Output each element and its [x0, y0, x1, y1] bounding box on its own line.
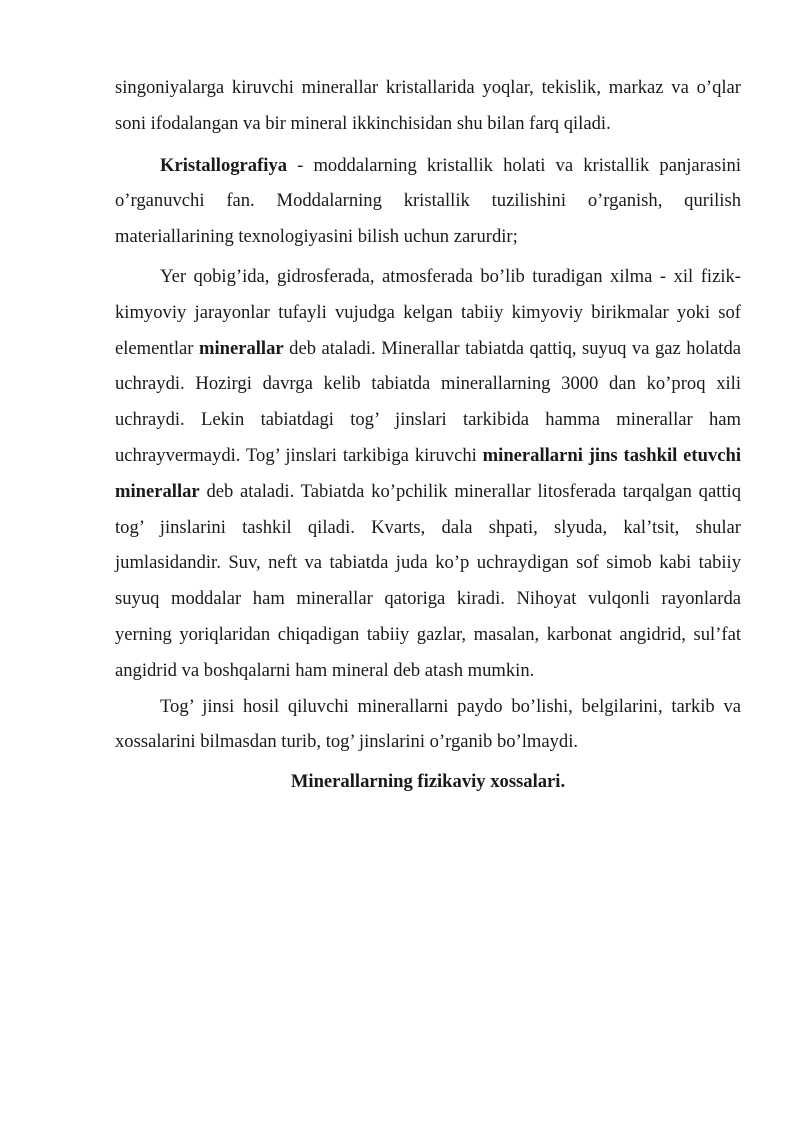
- term-minerallar: minerallar: [198, 337, 284, 359]
- paragraph-minerallar: [115, 259, 741, 689]
- paragraph-text: singoniyalarga kiruvchi minerallar kristallarida yoqlar, tekislik, markaz va o’qlar soni ifodalangan va bir mineral ikkinchisidan shu bilan farq qiladi.: [115, 77, 741, 134]
- section-heading: Minerallarning fizikaviy xossalari.: [290, 771, 566, 793]
- paragraph-tog-jinsi: [115, 689, 741, 761]
- paragraph-text-part3: deb ataladi. Tabiatda ko’pchilik minerallar litosferada tarqalgan qattiq tog’ jinslarini tashkil qiladi. Kvarts, dala shpati, slyuda, kal’tsit, shular jumlasidandir. Suv, neft va tabiatda juda ko’p uchraydigan sof simob kabi tabiiy suyuq moddalar ham minerallar qatoriga kiradi. Nihoyat vulqonli rayonlarda yerning yoriqlaridan chiqadigan tabiiy gazlar, masalan, karbonat angidrid, sul’fat angidrid va boshqalarni ham mineral deb atash mumkin.: [115, 480, 741, 681]
- paragraph-text: Tog’ jinsi hosil qiluvchi minerallarni paydo bo’lishi, belgilarini, tarkib va xossalarini bilmasdan turib, tog’ jinslarini o’rganib bo’lmaydi.: [115, 695, 741, 753]
- paragraph-kristallografiya: [115, 148, 741, 255]
- document-page: [115, 70, 741, 800]
- paragraph-text-part2: deb ataladi. Minerallar tabiatda qattiq, suyuq va gaz holatda uchraydi. Hozirgi davrga kelib tabiatda minerallarning 3000 dan ko’proq xili uchraydi. Lekin tabiatdagi tog’ jinslari tarkibida hamma minerallar ham uchrayvermaydi. Tog’ jinslari tarkibiga kiruvchi: [115, 337, 742, 466]
- paragraph-text: - moddalarning kristallik holati va kristallik panjarasini o’rganuvchi fan. Moddalarning kristallik tuzilishini o’rganish, qurilish materiallarining texnologiyasini bilish uchun zarurdir;: [115, 154, 741, 248]
- paragraph-singoniya: [115, 70, 741, 142]
- term-kristallografiya: Kristallografiya: [160, 154, 288, 176]
- paragraph-text-part1: Yer qobig’ida, gidrosferada, atmosferada bo’lib turadigan xilma - xil fizik- kimyoviy jarayonlar tufayli vujudga kelgan tabiiy kimyoviy birikmalar yoki sof elementlar: [115, 265, 741, 359]
- term-jins-tashkil-etuvchi: minerallarni jins tashkil etuvchi minerallar: [115, 444, 742, 502]
